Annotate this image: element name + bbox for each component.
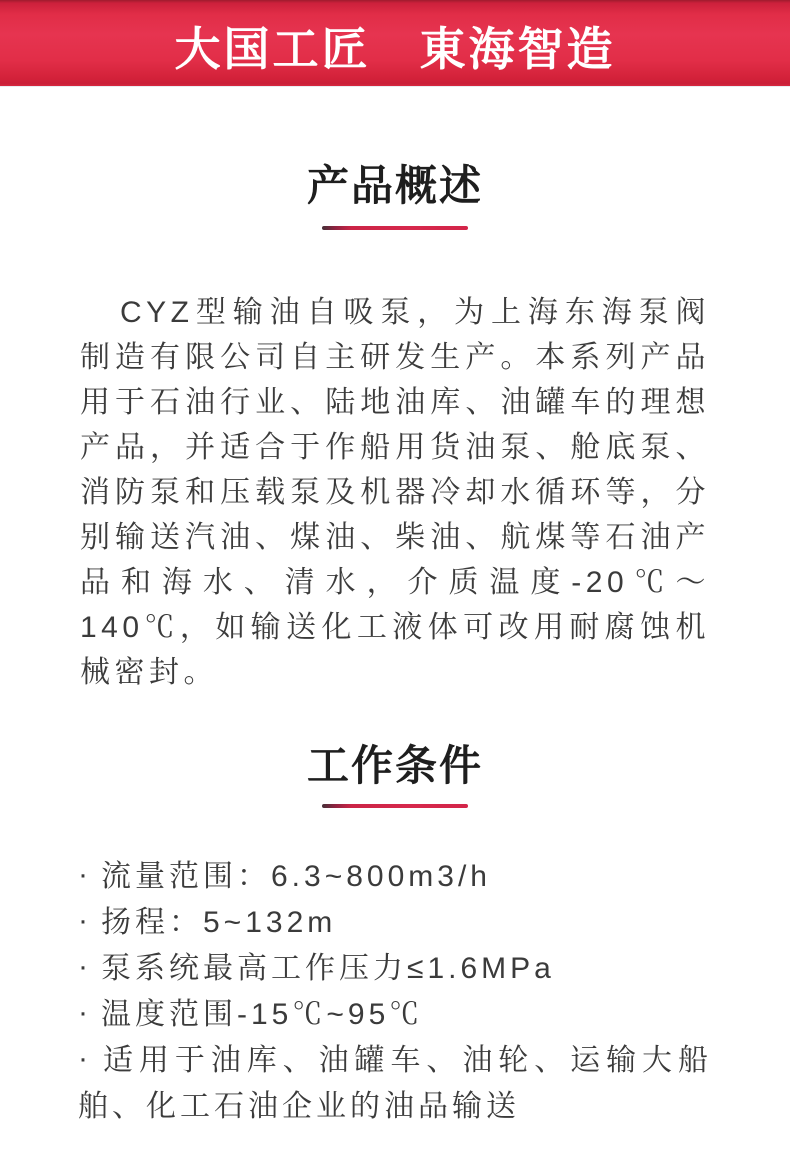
section-title-product-overview: 产品概述 [306,162,483,209]
list-item-flow-range [78,854,712,900]
list-item-text: 流量范围：6.3~800m3/h [101,860,491,893]
list-item-temperature-range [78,992,712,1038]
banner-title: 大国工匠 東海智造 [174,23,616,75]
bullet-dot-icon: · [78,858,92,891]
title-underline-decoration [322,804,468,808]
bullet-dot-icon: · [78,1042,92,1075]
title-underline-decoration [322,226,468,230]
list-item-text: 适用于油库、油罐车、油轮、运输大船舶、化工石油企业的油品输送 [78,1044,712,1123]
list-item-text: 扬程：5~132m [101,906,337,939]
bullet-dot-icon: · [78,950,92,983]
section-title-working-conditions: 工作条件 [306,742,483,789]
bullet-dot-icon: · [78,996,92,1029]
header-banner [0,0,790,86]
list-item-max-pressure [78,946,712,992]
list-item-applications [78,1038,712,1130]
product-overview-paragraph: CYZ型输油自吸泵，为上海东海泵阀制造有限公司自主研发生产。本系列产品用于石油行业、陆地油库、油罐车的理想产品，并适合于作船用货油泵、舱底泵、消防泵和压载泵及机器冷却水循环等，分别输送汽油、煤油、柴油、航煤等石油产品和海水、清水，介质温度-20℃～140℃，如输送化工液体可改用耐腐蚀机械密封。 [80,296,710,689]
list-item-text: 温度范围-15℃~95℃ [101,998,424,1031]
working-conditions-list [78,854,712,1130]
bullet-dot-icon: · [78,904,92,937]
list-item-head [78,900,712,946]
list-item-text: 泵系统最高工作压力≤1.6MPa [101,952,555,985]
